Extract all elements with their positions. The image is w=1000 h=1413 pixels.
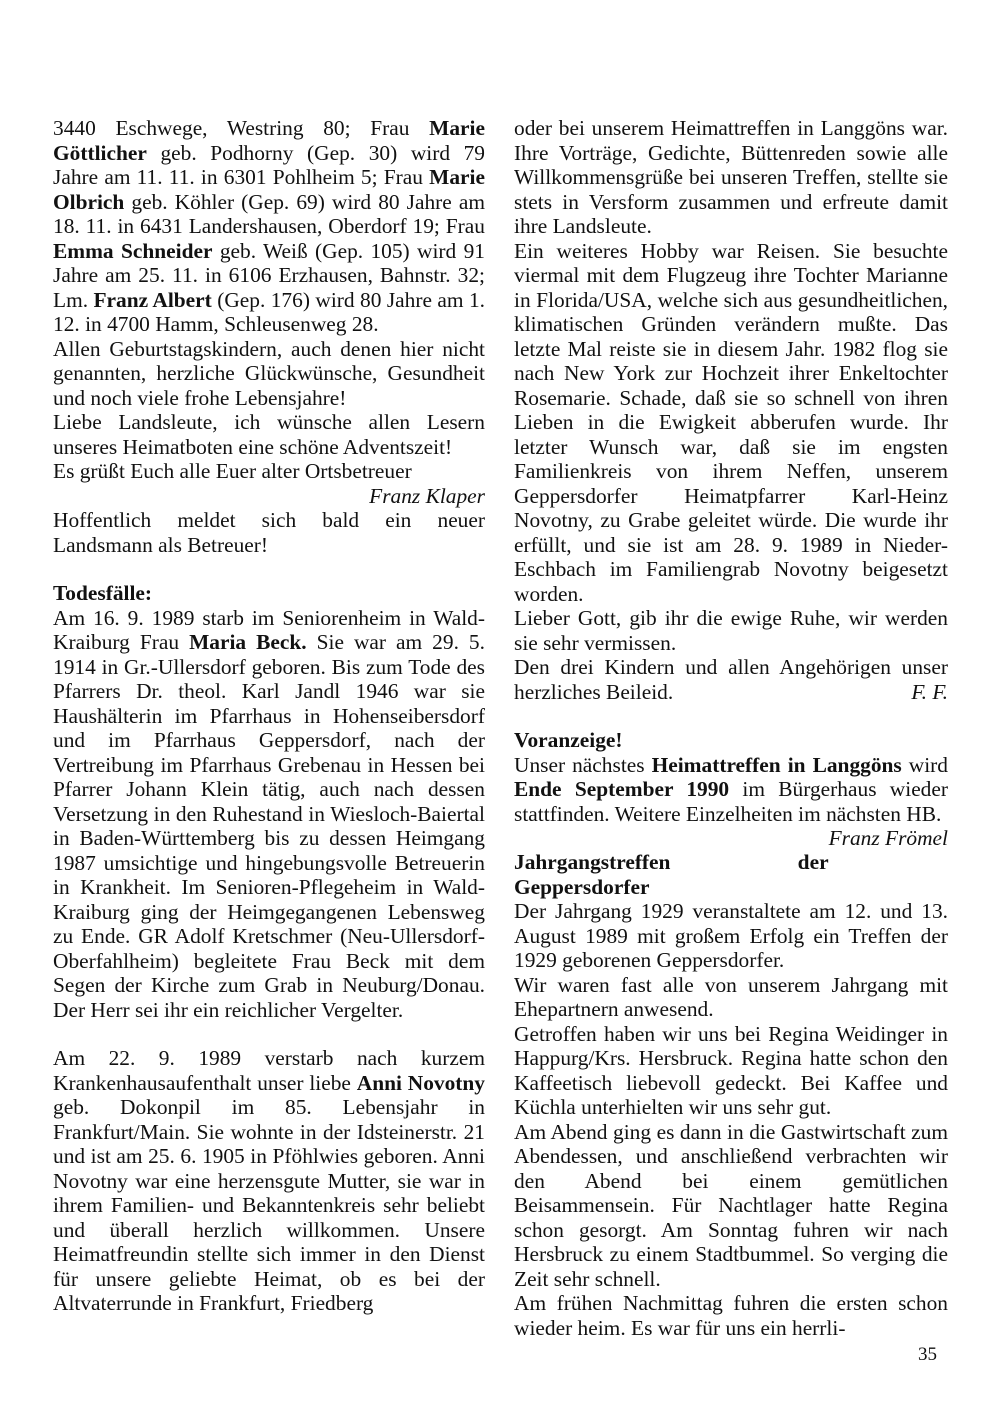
jahrgang-paragraph-5: Am frühen Nachmittag fuhren die ersten schon wieder heim. Es war für uns ein herrli- bbox=[514, 1291, 948, 1340]
birthday-paragraph: 3440 Eschwege, Westring 80; Frau Marie Göttlicher geb. Podhorny (Gep. 30) wird 79 Jahre am 11. 11. in 6301 Pohlheim 5; Frau Marie Olbrich geb. Köhler (Gep. 69) wird 80 Jahre am 18. 11. in 6431 Landershausen, Oberdorf 19; Frau Emma Schneider geb. Weiß (Gep. 105) wird 91 Jahre am 25. 11. in 6106 Erzhausen, Bahnstr. 32; Lm. Franz Albert (Gep. 176) wird 80 Jahre am 1. 12. in 4700 Hamm, Schleusenweg 28. bbox=[53, 116, 485, 336]
right-column bbox=[514, 116, 948, 1340]
bold-name: Ende September 1990 bbox=[514, 777, 730, 801]
jahrgang-paragraph-1: Der Jahrgang 1929 veranstaltete am 12. und 13. August 1989 mit großem Erfolg ein Treffen der 1929 geborenen Geppersdorfer. bbox=[514, 899, 948, 972]
novotny-obituary: Am 22. 9. 1989 verstarb nach kurzem Krankenhausaufenthalt unser liebe Anni Novotny geb. Dokonpil im 85. Lebensjahr in Frankfurt/Main. Sie wohnte in der Idsteinerstr. 21 und ist am 25. 6. 1905 in Pföhlwies geboren. Anni Novotny war eine herzensgute Mutter, sie war in ihrem Familien- und Bekanntenkreis sehr beliebt und überall herzlich willkommen. Unsere Heimatfreundin stellte sich immer in den Dienst für unsere geliebte Heimat, ob es bei der Altvaterrunde in Frankfurt, Friedberg bbox=[53, 1046, 486, 1315]
bold-name: Franz Albert bbox=[93, 287, 212, 312]
bold-name: Maria Beck. bbox=[189, 630, 307, 654]
greeting-line: Es grüßt Euch alle Euer alter Ortsbetreuer bbox=[53, 459, 412, 483]
condolence-signature: F. F. bbox=[911, 679, 948, 704]
prayer-paragraph: Lieber Gott, gib ihr die ewige Ruhe, wir werden sie sehr vermissen. bbox=[514, 606, 948, 655]
condolence-paragraph bbox=[514, 655, 948, 704]
bold-name: Anni Novotny bbox=[356, 1070, 486, 1095]
jahrgang-paragraph-2: Wir waren fast alle von unserem Jahrgang mit Ehepartnern anwesend. bbox=[514, 972, 948, 1021]
preview-signature: Franz Frömel bbox=[828, 826, 948, 850]
left-column bbox=[53, 116, 485, 1316]
bold-name: Heimattreffen in Langgöns bbox=[651, 752, 902, 777]
preview-paragraph bbox=[514, 752, 948, 850]
bold-name: Marie Göttlicher bbox=[53, 116, 485, 165]
hope-paragraph: Hoffentlich meldet sich bald ein neuer Landsmann als Betreuer! bbox=[53, 508, 485, 557]
condolence-text: Den drei Kindern und allen Angehörigen unser herzliches Beileid. bbox=[514, 655, 948, 704]
wishes-paragraph: Allen Geburtstagskindern, auch denen hier nicht genannten, herzliche Glückwünsche, Gesundheit und noch viele frohe Lebensjahre! bbox=[53, 336, 485, 410]
preview-text: Unser nächstes Heimattreffen in Langgöns wird Ende September 1990 im Bürgerhaus wieder stattfinden. Weitere Einzelheiten im nächsten HB. bbox=[514, 752, 948, 826]
bold-name: Marie Olbrich bbox=[53, 165, 485, 214]
page-number: 35 bbox=[918, 1344, 937, 1365]
advent-paragraph: Liebe Landsleute, ich wünsche allen Lesern unseres Heimatboten eine schöne Adventszeit! bbox=[53, 410, 485, 459]
jahrgang-heading: Jahrgangstreffen der Geppersdorfer bbox=[514, 850, 829, 899]
preview-heading: Voranzeige! bbox=[514, 728, 623, 752]
jahrgang-paragraph-3: Getroffen haben wir uns bei Regina Weidinger in Happurg/Krs. Hersbruck. Regina hatte schon den Kaffeetisch liebevoll gedeckt. Bei Kaffee und Küchla unterhielten wir uns sehr gut. bbox=[514, 1021, 948, 1119]
jahrgang-paragraph-4: Am Abend ging es dann in die Gastwirtschaft zum Abendessen, und anschließend verbrachten wir den Abend bei einem gemütlichen Beisammensein. Für Nachtlager hatte Regina schon gesorgt. Am Sonntag fuhren wir nach Hersbruck zu einem Stadtbummel. So verging die Zeit sehr schnell. bbox=[514, 1119, 948, 1291]
signature-franz-klaper: Franz Klaper bbox=[369, 483, 485, 508]
hobby-paragraph: Ein weiteres Hobby war Reisen. Sie besuchte viermal mit dem Flugzeug ihre Tochter Marianne in Florida/USA, welche sich aus gesundheitlichen, klimatischen Gründen verändern mußte. Das letzte Mal reiste sie in diesem Jahr. 1982 flog sie nach New York zur Hochzeit ihrer Enkeltochter Rosemarie. Schade, daß sie so schnell von ihren Lieben in die Ewigkeit abberufen wurde. Ihr letzter Wunsch war, daß sie im engsten Familienkreis von ihrem Neffen, unserem Geppersdorfer Heimatpfarrer Karl-Heinz Novotny, zu Grabe geleitet würde. Die wurde ihr erfüllt, und sie ist am 28. 9. 1989 in Nieder-Eschbach im Familiengrab Novotny beigesetzt worden. bbox=[514, 238, 948, 606]
beck-obituary: Am 16. 9. 1989 starb im Seniorenheim in Wald-Kraiburg Frau Maria Beck. Sie war am 29. 5. 1914 in Gr.-Ullersdorf geboren. Bis zum Tode des Pfarrers Dr. theol. Karl Jandl 1946 war sie Haushälterin im Pfarrhaus in Hohenseibersdorf und im Pfarrhaus Geppersdorf, nach der Vertreibung im Pfarrhaus Grebenau in Hessen bei Pfarrer Johann Klein tätig, auch nach dessen Versetzung in den Ruhestand in Wiesloch-Baiertal in Baden-Württemberg bis zu dessen Heimgang 1987 umsichtige und hingebungsvolle Betreuerin in Krankheit. Im Senioren-Pflegeheim in Wald-Kraiburg ging der Heimgegangenen Lebensweg zu Ende. GR Adolf Kretschmer (Neu-Ullersdorf-Oberfahlheim) begleitete Frau Beck mit dem Segen der Kirche zum Grab in Neuburg/Donau. Der Herr sei ihr ein reichlicher Vergelter. bbox=[53, 605, 485, 1022]
novotny-obituary-continued: oder bei unserem Heimattreffen in Langgöns war. Ihre Vorträge, Gedichte, Büttenreden sowie alle Willkommensgrüße bei unseren Treffen, stellte sie stets in Versform zusammen und erfreute damit ihre Landsleute. bbox=[514, 116, 948, 238]
bold-name: Emma Schneider bbox=[53, 238, 213, 263]
deaths-heading: Todesfälle: bbox=[53, 581, 153, 605]
